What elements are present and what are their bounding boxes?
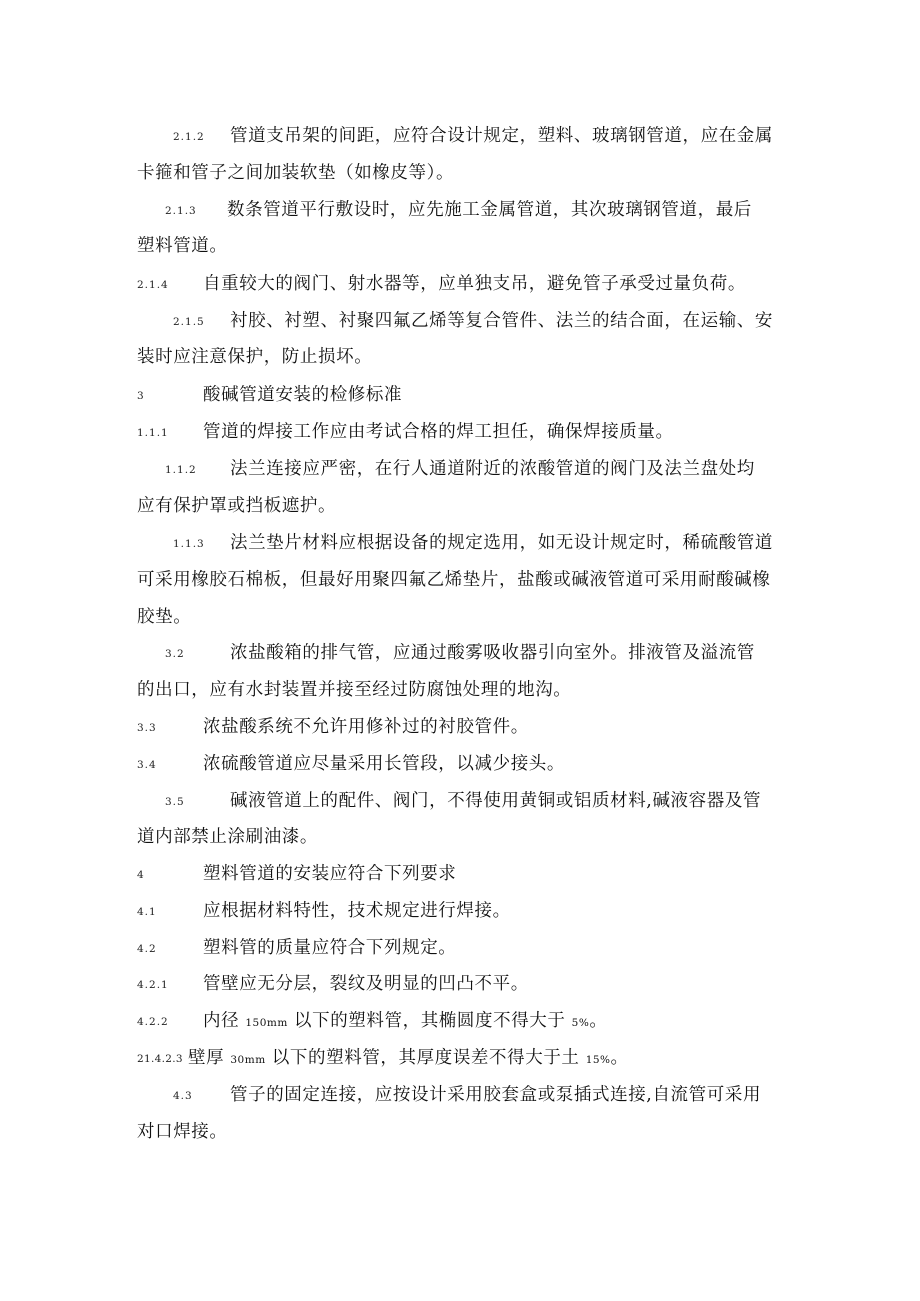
paragraph-text-b: 以下的塑料管，其椭圆度不得大于 [287,1011,572,1031]
paragraph-2-1-3-cont [137,234,228,258]
paragraph-text-c: 。 [610,1048,629,1068]
paragraph-2-1-4 [0,272,746,297]
paragraph-text: 管道支吊架的间距，应符合设计规定，塑料、玻璃钢管道，应在金属 [230,126,773,146]
paragraph-1-1-1 [0,420,674,445]
paragraph-text: 装时应注意保护，防止损坏。 [137,347,373,367]
section-number: 4.1 [137,905,157,918]
section-number: 4.2.1 [137,978,169,991]
paragraph-2-1-5 [0,309,773,334]
paragraph-text: 胶垫。 [137,607,192,627]
section-number: 4 [137,868,145,881]
paragraph-2-1-5-cont [137,345,372,369]
paragraph-3-2-cont [137,678,571,702]
paragraph-1-1-2 [0,457,755,482]
section-number: 3.4 [137,758,157,771]
paragraph-4-3-cont [137,1120,228,1144]
section-number: 4.2.2 [137,1015,169,1028]
paragraph-4-2-2 [0,1009,607,1035]
paragraph-3-5-cont [137,825,318,849]
paragraph-text: 管子的固定连接，应按设计采用胶套盒或泵插式连接,自流管可采用 [230,1085,762,1105]
measurement: 15% [585,1054,611,1066]
paragraph-text: 塑料管道。 [137,236,228,256]
paragraph-1-1-3-cont2 [137,605,191,629]
paragraph-text: 应根据材料特性，技术规定进行焊接。 [203,901,511,921]
paragraph-text: 管壁应无分层，裂纹及明显的凹凸不平。 [203,974,529,994]
paragraph-text: 对口焊接。 [137,1122,228,1142]
section-number: 1.1.1 [137,426,169,439]
section-number: 1.1.2 [165,463,197,476]
paragraph-text: 可采用橡胶石棉板，但最好用聚四氟乙烯垫片，盐酸或碱液管道可采用耐酸碱橡 [137,570,771,590]
section-number: 2.1.3 [165,204,197,217]
paragraph-text: 衬胶、衬塑、衬聚四氟乙烯等复合管件、法兰的结合面，在运输、安 [230,311,773,331]
paragraph-3-4 [0,752,565,777]
paragraph-2-1-3 [0,198,752,223]
paragraph-text: 的出口，应有水封装置并接至经过防腐蚀处理的地沟。 [137,680,572,700]
paragraph-4-2-3 [0,1046,629,1072]
paragraph-text: 自重较大的阀门、射水器等，应单独支吊，避免管子承受过量负荷。 [203,274,746,294]
paragraph-2-1-2 [0,124,773,149]
paragraph-1-1-2-cont [137,494,336,518]
paragraph-2-1-2-cont [137,161,454,185]
paragraph-1-1-3 [0,531,773,556]
paragraph-4-3 [0,1083,761,1108]
paragraph-4-1 [0,899,511,924]
paragraph-text: 浓盐酸系统不允许用修补过的衬胶管件。 [203,717,529,737]
paragraph-text: 法兰连接应严密，在行人通道附近的浓酸管道的阀门及法兰盘处均 [230,459,755,479]
section-number: 3.3 [137,721,157,734]
paragraph-text-a: 内径 [203,1011,246,1031]
measurement: 30mm [230,1054,266,1066]
section-number: 2.1.2 [173,130,205,143]
paragraph-3-2 [0,641,755,666]
paragraph-text-c: 。 [589,1011,608,1031]
paragraph-text: 浓盐酸箱的排气管，应通过酸雾吸收器引向室外。排液管及溢流管 [230,643,755,663]
paragraph-1-1-3-cont [137,568,771,592]
paragraph-text: 数条管道平行敷设时，应先施工金属管道，其次玻璃钢管道，最后 [227,200,752,220]
paragraph-4-2-1 [0,972,529,997]
paragraph-text: 卡箍和管子之间加装软垫（如橡皮等）。 [137,163,455,183]
paragraph-text: 道内部禁止涂刷油漆。 [137,827,318,847]
paragraph-4-2 [0,936,456,961]
section-number: 4.3 [173,1089,193,1102]
section-number: 4.2 [137,942,157,955]
paragraph-3-5 [0,789,761,814]
paragraph-text: 碱液管道上的配件、阀门，不得使用黄铜或铝质材料,碱液容器及管 [230,791,762,811]
heading-text: 酸碱管道安装的检修标准 [203,385,403,405]
paragraph-text: 塑料管的质量应符合下列规定。 [203,938,457,958]
paragraph-text: 浓硫酸管道应尽量采用长管段，以减少接头。 [203,754,565,774]
section-number: 2.1.5 [173,315,205,328]
paragraph-text: 管道的焊接工作应由考试合格的焊工担任，确保焊接质量。 [203,422,674,442]
measurement: 5% [571,1017,590,1029]
paragraph-text-b: 以下的塑料管，其厚度误差不得大于土 [265,1048,586,1068]
measurement: 150mm [245,1017,288,1029]
paragraph-text: 应有保护罩或挡板遮护。 [137,496,337,516]
section-number: 1.1.3 [173,537,205,550]
section-number: 21.4.2.3 [137,1052,183,1065]
section-number: 3.5 [165,795,185,808]
paragraph-text-a: 壁厚 [188,1048,231,1068]
section-number: 2.1.4 [137,278,169,291]
heading-4 [0,862,456,887]
section-number: 3 [137,389,145,402]
paragraph-3-3 [0,715,529,740]
heading-text: 塑料管道的安装应符合下列要求 [203,864,457,884]
paragraph-text: 法兰垫片材料应根据设备的规定选用，如无设计规定时，稀硫酸管道 [230,533,773,553]
heading-3 [0,383,402,408]
section-number: 3.2 [165,647,185,660]
